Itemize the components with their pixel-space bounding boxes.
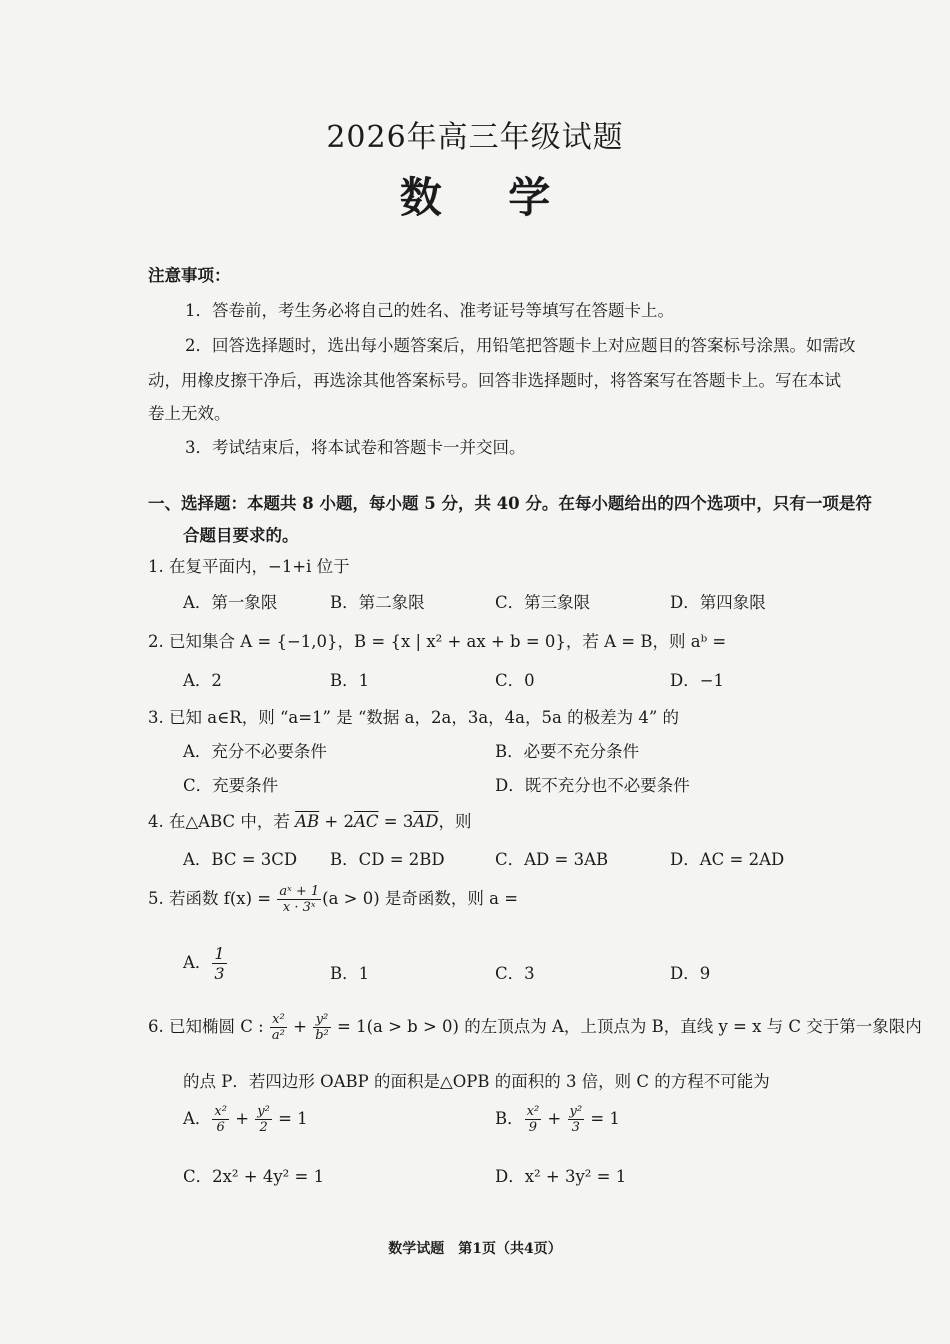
question-2-option-d: D．−1 [670, 671, 725, 690]
section-heading-line-2: 合题目要求的。 [183, 526, 299, 545]
question-4-option-d: D．AC = 2AD [670, 850, 785, 869]
question-2-option-a: A．2 [183, 671, 222, 690]
question-5-stem [148, 884, 518, 915]
question-6-stem-prefix: 6. 已知椭圆 C : [148, 1017, 269, 1036]
question-5-option-a [183, 944, 228, 983]
option-a-tail: = 1 [272, 1109, 308, 1128]
question-2-option-c: C．0 [495, 671, 535, 690]
question-5-option-c: C．3 [495, 964, 535, 983]
option-b-fraction-y [568, 1104, 585, 1135]
fraction-numerator: x² [526, 1104, 540, 1119]
question-6-stem [148, 1012, 922, 1043]
fraction-numerator: y² [257, 1104, 270, 1119]
question-4-option-b: B．CD = 2BD [330, 850, 445, 869]
question-5-stem-prefix: 5. 若函数 f(x) = [148, 889, 277, 908]
question-3-option-d: D．既不充分也不必要条件 [495, 776, 690, 795]
vector-ac: $\overline{AC}$ [354, 812, 379, 831]
notice-item-2-line-3: 卷上无效。 [148, 404, 231, 423]
fraction-denominator: 3 [571, 1120, 580, 1135]
fraction-denominator: x · 3ˣ [282, 900, 316, 915]
question-4-stem-prefix: 4. 在△ABC 中，若 [148, 812, 296, 831]
fraction-denominator: 6 [216, 1120, 225, 1135]
option-b-fraction-x [525, 1104, 542, 1135]
question-4-equals: = 3 [378, 812, 414, 831]
question-1-option-b: B．第二象限 [330, 593, 425, 612]
fraction-numerator: aˣ + 1 [279, 884, 320, 899]
fraction-numerator: x² [214, 1104, 227, 1119]
subject-title: 数 学 [399, 173, 577, 222]
ellipse-fraction-x [270, 1012, 287, 1043]
question-5-stem-suffix: (a > 0) 是奇函数，则 a = [322, 889, 519, 908]
ellipse-fraction-y [313, 1012, 331, 1043]
question-6-line-2: 的点 P．若四边形 OABP 的面积是△OPB 的面积的 3 倍，则 C 的方程不可能为 [183, 1072, 770, 1091]
option-a-label: A． [183, 953, 212, 972]
question-4-stem-suffix: ，则 [438, 812, 472, 831]
question-3-option-b: B．必要不充分条件 [495, 742, 640, 761]
question-4-stem [148, 808, 472, 832]
fraction-denominator: a² [271, 1028, 285, 1043]
section-heading-line-1: 一、选择题：本题共 8 小题，每小题 5 分，共 40 分。在每小题给出的四个选项中，只有一项是符 [148, 494, 872, 513]
option-a-label: A． [183, 1109, 212, 1128]
notice-item-2-line-2: 动，用橡皮擦干净后，再选涂其他答案标号。回答非选择题时，将答案写在答题卡上。写在本试 [148, 371, 841, 390]
question-6-option-c: C．2x² + 4y² = 1 [183, 1167, 325, 1186]
notice-item-1: 1．答卷前，考生务必将自己的姓名、准考证号等填写在答题卡上。 [185, 301, 674, 320]
notice-heading: 注意事项： [148, 266, 231, 285]
question-1-option-d: D．第四象限 [670, 593, 766, 612]
question-2-stem: 2. 已知集合 A = {−1,0}，B = {x | x² + ax + b = 0}，若 A = B，则 aᵇ = [148, 632, 727, 651]
question-1-option-c: C．第三象限 [495, 593, 591, 612]
question-3-option-a: A．充分不必要条件 [183, 742, 327, 761]
question-5-option-d: D．9 [670, 964, 711, 983]
question-6-option-a: A． $\frac{\text{x²}}{6}$ + $\frac{\text{y²}}{2}$ = 1 [183, 1104, 308, 1135]
option-a-fraction [212, 944, 226, 983]
fraction-numerator: y² [569, 1104, 583, 1119]
function-fraction [277, 884, 321, 915]
vector-ab: $\overline{AB}$ [295, 812, 320, 831]
notice-item-2-line-1: 2．回答选择题时，选出每小题答案后，用铅笔把答题卡上对应题目的答案标号涂黑。如需改 [185, 336, 856, 355]
fraction-numerator: 1 [214, 944, 225, 963]
question-5-option-b: B．1 [330, 964, 370, 983]
vector-ad: $\overline{AD}$ [413, 812, 439, 831]
question-1-option-a: A．第一象限 [183, 593, 278, 612]
question-1-stem: 1. 在复平面内，−1+i 位于 [148, 557, 350, 576]
fraction-denominator: 9 [528, 1120, 538, 1135]
question-4-option-c: C．AD = 3AB [495, 850, 609, 869]
fraction-numerator: y² [313, 1012, 331, 1028]
question-6-option-b: B． $\frac{\text{x²}}{9}$ + $\frac{\text{y²}}{3}$ = 1 [495, 1104, 620, 1135]
option-a-fraction-x [212, 1104, 229, 1135]
question-3-stem: 3. 已知 a∈R，则 “a=1” 是 “数据 a，2a，3a，4a，5a 的极差为 4” 的 [148, 708, 679, 727]
question-4-option-a: A．BC = 3CD [183, 850, 298, 869]
fraction-denominator: b² [315, 1028, 329, 1043]
question-6-option-d: D．x² + 3y² = 1 [495, 1167, 627, 1186]
fraction-denominator: 2 [259, 1120, 268, 1135]
page-footer: 数学试题 第1页（共4页） [388, 1241, 562, 1257]
question-6-stem-suffix: = 1(a > b > 0) 的左顶点为 A，上顶点为 B，直线 y = x 与 C 交于第一象限内 [331, 1017, 922, 1036]
question-6-plus: + [287, 1017, 313, 1036]
fraction-numerator: x² [270, 1012, 287, 1028]
exam-title: 2026年高三年级试题 [326, 120, 624, 155]
notice-item-3: 3．考试结束后，将本试卷和答题卡一并交回。 [185, 438, 526, 457]
fraction-denominator: 3 [214, 964, 225, 983]
question-4-plus: + 2 [319, 812, 355, 831]
question-2-option-b: B．1 [330, 671, 370, 690]
option-b-label: B． [495, 1109, 524, 1128]
question-3-option-c: C．充要条件 [183, 776, 279, 795]
option-a-fraction-y [255, 1104, 272, 1135]
option-b-tail: = 1 [585, 1109, 620, 1128]
